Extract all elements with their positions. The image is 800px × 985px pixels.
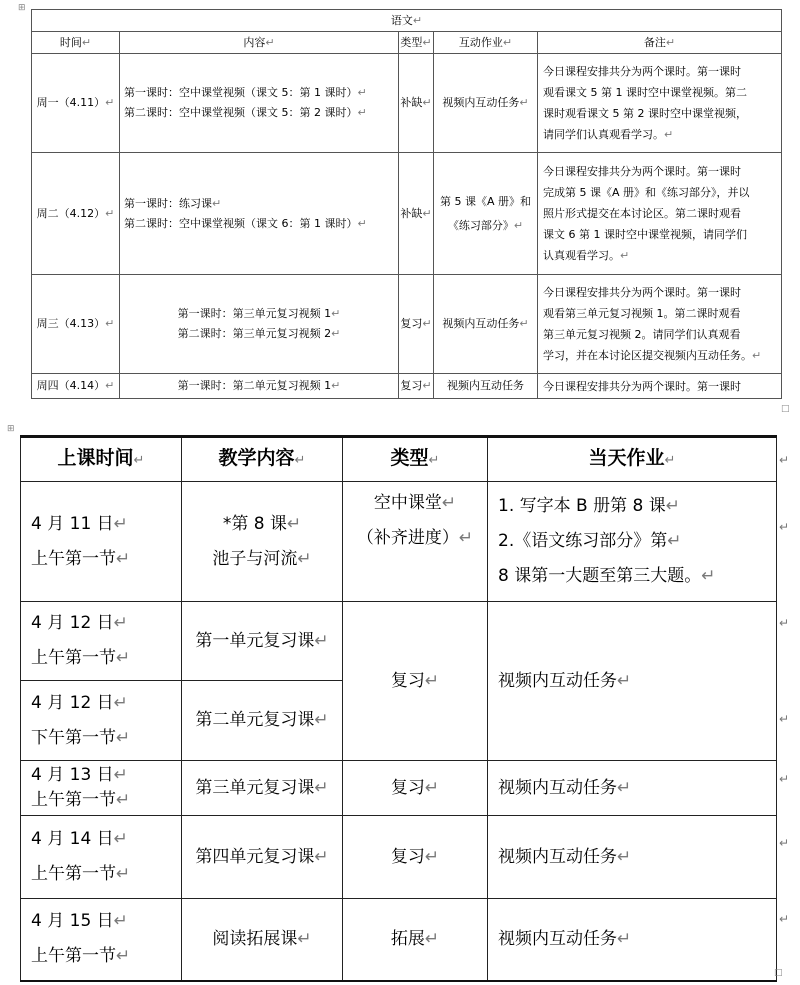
table1-header-content: 内容↵ [120, 32, 399, 54]
table1-header-homework: 互动作业↵ [434, 32, 538, 54]
row-type: 复习↵ [399, 374, 434, 399]
row-time: 周一（4.11）↵ [32, 54, 120, 153]
row-notes: 今日课程安排共分为两个课时。第一课时 观看课文 5 第 1 课时空中课堂视频。第二 课时观看课文 5 第 2 课时空中课堂视频， 请同学们认真观看学习。↵ [538, 54, 782, 153]
row-time: 4 月 11 日↵ 上午第一节↵ [21, 482, 182, 602]
row-type: 拓展↵ [343, 899, 488, 981]
row-time: 周二（4.12）↵ [32, 153, 120, 275]
row-end-marker: ↵ [779, 772, 790, 786]
table-row [21, 602, 777, 681]
row-end-marker: ↵ [779, 912, 790, 926]
table-row [21, 816, 777, 899]
row-notes: 今日课程安排共分为两个课时。第一课时 完成第 5 课《A 册》和《练习部分》，并以 照片形式提交在本讨论区。第二课时观看 课文 6 第 1 课时空中课堂视频，请同学们 认真观看学习。↵ [538, 153, 782, 275]
row-homework: 视频内互动任务↵ [488, 761, 777, 816]
row-time: 周三（4.13）↵ [32, 275, 120, 374]
table-row [21, 899, 777, 981]
table-anchor-icon[interactable]: ⊞ [7, 424, 15, 434]
row-time: 4 月 12 日↵ 下午第一节↵ [21, 681, 182, 761]
row-notes: 今日课程安排共分为两个课时。第一课时 观看第三单元复习视频 1。第二课时观看 第三单元复习视频 2。请同学们认真观看 学习，并在本讨论区提交视频内互动任务。↵ [538, 275, 782, 374]
table2-header-type: 类型↵ [343, 437, 488, 482]
row-type: 复习↵ [399, 275, 434, 374]
row-time: 4 月 15 日↵ 上午第一节↵ [21, 899, 182, 981]
row-type: 空中课堂↵ （补齐进度）↵ [343, 482, 488, 602]
table2-header-time: 上课时间↵ [21, 437, 182, 482]
table-row [32, 275, 782, 374]
table2-header-content: 教学内容↵ [182, 437, 343, 482]
table1-header-type: 类型↵ [399, 32, 434, 54]
row-content: 第一课时：空中课堂视频（课文 5：第 1 课时）↵ 第二课时：空中课堂视频（课文 5：第 2 课时）↵ [120, 54, 399, 153]
row-end-marker: ↵ [779, 836, 790, 850]
table-anchor-icon[interactable]: ⊞ [18, 3, 26, 13]
row-end-marker: ↵ [779, 712, 790, 726]
table-row [32, 153, 782, 275]
row-type: 补缺↵ [399, 54, 434, 153]
row-content: 第一单元复习课↵ [182, 602, 343, 681]
table1-title: 语文↵ [32, 10, 782, 32]
row-homework: 1. 写字本 B 册第 8 课↵ 2.《语文练习部分》第↵ 8 课第一大题至第三大题。↵ [488, 482, 777, 602]
chinese-schedule-table-2 [20, 435, 777, 982]
row-content: 第一课时：第三单元复习视频 1↵ 第二课时：第三单元复习视频 2↵ [120, 275, 399, 374]
row-homework: 视频内互动任务↵ [434, 275, 538, 374]
merged-homework: 视频内互动任务↵ [488, 602, 777, 761]
row-homework: 视频内互动任务↵ [488, 816, 777, 899]
table2-header-homework: 当天作业↵ [488, 437, 777, 482]
row-content: 第四单元复习课↵ [182, 816, 343, 899]
row-type: 复习↵ [343, 761, 488, 816]
table-row [32, 54, 782, 153]
row-end-marker: ↵ [779, 616, 790, 630]
row-end-marker: ↵ [779, 453, 790, 467]
table-end-marker: □ [781, 404, 790, 414]
row-content: 第一课时：第二单元复习视频 1↵ [120, 374, 399, 399]
row-content: 第一课时：练习课↵ 第二课时：空中课堂视频（课文 6：第 1 课时）↵ [120, 153, 399, 275]
table1-header-time: 时间↵ [32, 32, 120, 54]
row-homework: 第 5 课《A 册》和 《练习部分》↵ [434, 153, 538, 275]
chinese-schedule-table-1 [31, 9, 782, 399]
row-time: 4 月 12 日↵ 上午第一节↵ [21, 602, 182, 681]
table1-title-row [32, 10, 782, 32]
table-end-marker: □ [774, 968, 783, 978]
row-homework: 视频内互动任务 [434, 374, 538, 399]
table1-header-row [32, 32, 782, 54]
row-type: 补缺↵ [399, 153, 434, 275]
merged-type: 复习↵ [343, 602, 488, 761]
row-notes: 今日课程安排共分为两个课时。第一课时 [538, 374, 782, 399]
table-row [32, 374, 782, 399]
table1-header-notes: 备注↵ [538, 32, 782, 54]
table-row [21, 761, 777, 816]
row-time: 4 月 14 日↵ 上午第一节↵ [21, 816, 182, 899]
table2-header-row [21, 437, 777, 482]
row-content: 第三单元复习课↵ [182, 761, 343, 816]
row-end-marker: ↵ [779, 520, 790, 534]
row-homework: 视频内互动任务↵ [488, 899, 777, 981]
table-row [21, 482, 777, 602]
row-content: 阅读拓展课↵ [182, 899, 343, 981]
row-time: 周四（4.14）↵ [32, 374, 120, 399]
row-time: 4 月 13 日↵ 上午第一节↵ [21, 761, 182, 816]
row-homework: 视频内互动任务↵ [434, 54, 538, 153]
table1-title-text: 语文 [390, 13, 413, 27]
row-type: 复习↵ [343, 816, 488, 899]
row-content: 第二单元复习课↵ [182, 681, 343, 761]
row-content: *第 8 课↵ 池子与河流↵ [182, 482, 343, 602]
